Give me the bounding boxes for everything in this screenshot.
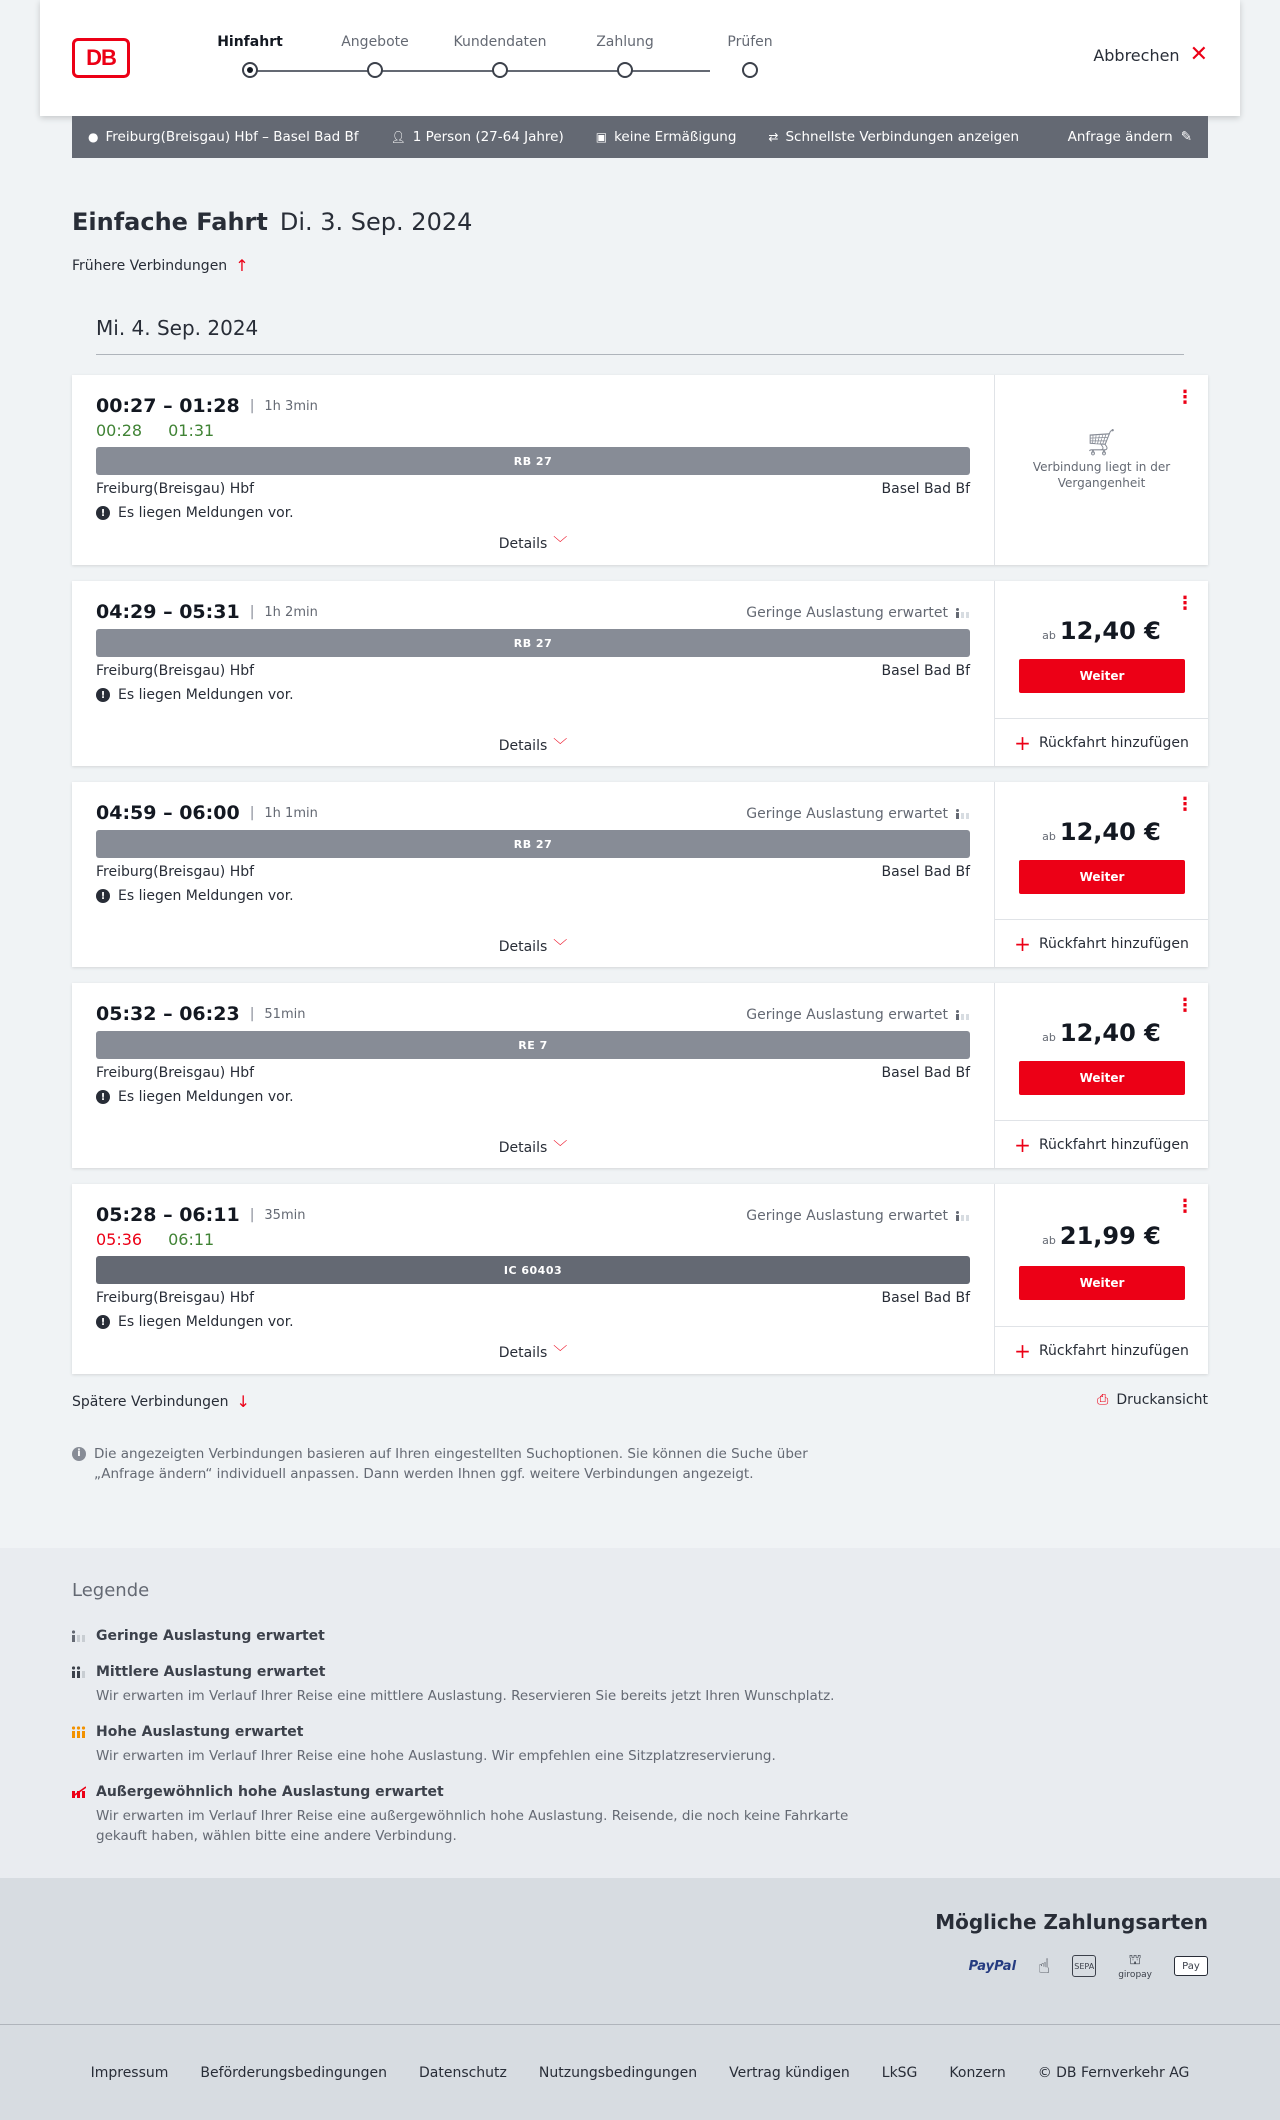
connection-info [72,782,994,967]
occupancy-low-icon [72,1630,86,1642]
print-view-link[interactable] [1097,1392,1208,1408]
route-text: Freiburg(Breisgau) Hbf – Basel Bad Bf [105,129,359,145]
step-label: Prüfen [727,34,773,50]
connection-info [72,1184,994,1374]
continue-button[interactable]: Weiter [1019,659,1185,693]
connection-card [72,983,1208,1168]
chevron-down-icon: ﹀ [553,536,568,552]
train-bar: RB 27 [96,447,970,475]
occupancy-low-icon [956,1211,970,1221]
step-hinfahrt[interactable] [180,34,320,58]
earlier-connections-link[interactable] [72,256,249,275]
origin-station: Freiburg(Breisgau) Hbf [96,1065,255,1081]
edit-request-label: Anfrage ändern [1067,129,1173,145]
separator: | [249,1207,255,1223]
occupancy-indicator [746,605,970,621]
occupancy-medium-icon [72,1666,86,1678]
later-label: Spätere Verbindungen [72,1393,229,1410]
connection-card [72,1184,1208,1374]
discount-text: keine Ermäßigung [614,129,737,145]
apple-pay-icon [1174,1956,1208,1976]
legend-item-desc: Wir erwarten im Verlauf Ihrer Reise eine mittlere Auslastung. Reservieren Sie bereits jetzt Ihren Wunschplatz. [96,1688,835,1704]
giropay-icon [1118,1952,1152,1980]
credit-card-hand-icon: ☝︎ [1038,1954,1051,1978]
realtime-arrival: 06:11 [168,1230,215,1249]
origin-station: Freiburg(Breisgau) Hbf [96,864,255,880]
notice-message [96,687,294,703]
connection-offer [994,375,1208,565]
legend-item-title: Außergewöhnlich hohe Auslastung erwartet [96,1784,444,1800]
footer-copyright: © DB Fernverkehr AG [1037,2064,1190,2081]
bahncard-icon: ▣ [595,130,608,144]
realtime-arrival: 01:31 [168,421,215,440]
occupancy-text: Geringe Auslastung erwartet [746,1007,948,1023]
continue-button[interactable]: Weiter [1019,860,1185,894]
booking-stepper [180,34,780,84]
step-dot [742,62,758,78]
footer-links [0,2024,1280,2120]
occupancy-exceptional-icon [72,1786,86,1798]
occupancy-low-icon [956,1010,970,1020]
train-bar: IC 60403 [96,1256,970,1284]
person-icon: 👤︎ [390,130,406,144]
legend-title: Legende [72,1580,150,1601]
more-options-icon[interactable]: ⋮ [1176,593,1194,614]
separator: | [249,1006,255,1022]
destination-station: Basel Bad Bf [881,663,970,679]
legend-item [72,1664,852,1706]
giropay-label: giropay [1118,1970,1152,1980]
price-value: 12,40 € [1059,1019,1161,1047]
occupancy-text: Geringe Auslastung erwartet [746,605,948,621]
plus-icon: + [1014,931,1031,956]
separator: | [249,398,255,414]
details-label: Details [498,536,548,552]
footer-link-konzern[interactable]: Konzern [949,2064,1006,2081]
footer-link-datenschutz[interactable]: Datenschutz [418,2064,507,2081]
swap-arrows-icon: ⇄ [768,130,779,144]
destination-station: Basel Bad Bf [881,1290,970,1306]
connection-card [72,581,1208,766]
add-return-label: Rückfahrt hinzufügen [1038,935,1189,952]
connection-card [72,375,1208,565]
details-toggle[interactable] [72,936,994,956]
stepper-line [250,70,710,72]
legend-item-title: Hohe Auslastung erwartet [96,1724,304,1740]
realtime-times [96,1230,214,1249]
connection-times [96,395,318,417]
legend-item-desc: Wir erwarten im Verlauf Ihrer Reise eine hohe Auslastung. Wir empfehlen eine Sitzplatzreservierung. [96,1748,776,1764]
notice-text: Es liegen Meldungen vor. [118,1089,294,1105]
occupancy-indicator [746,806,970,822]
details-toggle[interactable] [72,533,994,553]
legend-item-title: Mittlere Auslastung erwartet [96,1664,326,1680]
separator: | [249,604,255,620]
destination-station: Basel Bad Bf [881,864,970,880]
time-range: 04:59 – 06:00 [96,802,240,824]
connection-times [96,601,318,623]
sepa-icon: SEPA [1072,1955,1096,1977]
duration: 1h 3min [264,398,318,414]
notice-message [96,1314,294,1330]
continue-button[interactable]: Weiter [1019,1061,1185,1095]
db-logo[interactable]: DB [72,38,130,78]
price-prefix: ab [1042,830,1056,843]
origin-station: Freiburg(Breisgau) Hbf [96,1290,255,1306]
step-dot [242,62,258,78]
connection-info [72,983,994,1168]
connection-card [72,782,1208,967]
plus-icon: + [1014,730,1031,755]
info-icon: i [72,1447,86,1461]
details-toggle[interactable] [72,1342,994,1362]
apple-pay-label: Pay [1182,1960,1200,1972]
add-return-button[interactable] [995,1326,1208,1374]
realtime-departure: 00:28 [96,421,143,440]
chevron-down-icon: ﹀ [553,738,568,754]
occupancy-low-icon [956,608,970,618]
close-icon: ✕ [1189,42,1208,67]
notice-text: Es liegen Meldungen vor. [118,687,294,703]
duration: 1h 1min [264,805,318,821]
fastest-toggle[interactable] [768,129,1019,145]
add-return-label: Rückfahrt hinzufügen [1038,1136,1189,1153]
price-value: 12,40 € [1059,818,1161,846]
discount-summary [596,129,737,145]
price-value: 12,40 € [1059,617,1161,645]
cancel-button[interactable] [1093,44,1208,66]
chevron-down-icon: ﹀ [553,939,568,955]
occupancy-text: Geringe Auslastung erwartet [746,806,948,822]
payment-title: Mögliche Zahlungsarten [935,1910,1208,1934]
trip-type: Einfache Fahrt [72,208,268,236]
legend-item [72,1724,852,1766]
connection-info [72,375,994,565]
add-return-button[interactable] [995,919,1208,967]
alert-icon: ! [96,506,110,520]
price-prefix: ab [1042,629,1056,642]
search-info-note [72,1444,852,1484]
search-summary-bar [72,116,1208,158]
details-toggle[interactable] [72,735,994,755]
page-title [72,208,472,236]
connection-times [96,1204,305,1226]
realtime-departure: 05:36 [96,1230,143,1249]
footer-link-vertrag-kuendigen[interactable]: Vertrag kündigen [729,2064,850,2081]
price [995,1019,1208,1047]
connection-offer [994,1184,1208,1374]
step-dot [492,62,508,78]
step-angebote [305,34,445,58]
price [995,818,1208,846]
occupancy-indicator [746,1007,970,1023]
time-range: 00:27 – 01:28 [96,395,240,417]
alert-icon: ! [96,889,110,903]
price [995,1222,1208,1250]
plus-icon: + [1014,1338,1031,1363]
app-header [40,0,1240,116]
print-label: Druckansicht [1116,1392,1208,1408]
origin-station: Freiburg(Breisgau) Hbf [96,481,255,497]
payment-icons [969,1952,1208,1980]
route-summary [88,129,359,145]
add-return-label: Rückfahrt hinzufügen [1038,1342,1189,1359]
train-bar: RB 27 [96,629,970,657]
legend-section [0,1548,1280,1878]
price-prefix: ab [1042,1031,1056,1044]
earlier-label: Frühere Verbindungen [72,257,228,274]
connection-times [96,1003,305,1025]
connection-times [96,802,318,824]
destination-station: Basel Bad Bf [881,1065,970,1081]
realtime-times [96,421,214,440]
cart-unavailable-icon: 🛒︎ [1084,428,1118,458]
step-label: Kundendaten [453,34,547,50]
price-prefix: ab [1042,1234,1056,1247]
notice-text: Es liegen Meldungen vor. [118,1314,294,1330]
notice-text: Es liegen Meldungen vor. [118,505,294,521]
more-options-icon[interactable]: ⋮ [1176,794,1194,815]
later-connections-link[interactable] [72,1392,250,1411]
add-return-button[interactable] [995,1120,1208,1168]
alert-icon: ! [96,1315,110,1329]
origin-station: Freiburg(Breisgau) Hbf [96,663,255,679]
connection-info [72,581,994,766]
time-range: 05:32 – 06:23 [96,1003,240,1025]
step-label: Zahlung [596,34,654,50]
continue-button[interactable]: Weiter [1019,1266,1185,1300]
legend-item-desc: Wir erwarten im Verlauf Ihrer Reise eine außergewöhnlich hohe Auslastung. Reisende, die noch keine Fahrkarte gekauft haben, wählen bitte eine andere Verbindung. [96,1808,849,1844]
details-label: Details [498,1345,548,1361]
duration: 1h 2min [264,604,318,620]
location-pin-icon: ● [88,130,99,144]
step-label: Angebote [341,34,409,50]
pencil-icon: ✎ [1180,129,1192,145]
past-text: Verbindung liegt in der Vergangenheit [1032,460,1171,490]
connection-offer [994,581,1208,766]
details-label: Details [498,738,548,754]
chevron-down-icon: ﹀ [553,1140,568,1156]
chevron-down-icon: ﹀ [553,1345,568,1361]
payment-methods-section [0,1878,1280,2024]
date-header: Mi. 4. Sep. 2024 [96,316,1184,355]
add-return-label: Rückfahrt hinzufügen [1038,734,1189,751]
train-bar: RB 27 [96,830,970,858]
occupancy-indicator [746,1208,970,1224]
duration: 51min [264,1006,306,1022]
giropay-symbol: ⛫ [1128,1952,1142,1968]
arrow-up-icon: ↑ [235,256,249,275]
step-dot [617,62,633,78]
printer-icon: ⎙ [1097,1392,1109,1408]
price [995,617,1208,645]
step-pruefen [680,34,820,58]
occupancy-high-icon [72,1726,86,1738]
add-return-button[interactable] [995,718,1208,766]
separator: | [249,805,255,821]
legend-item [72,1628,852,1644]
trip-date: Di. 3. Sep. 2024 [279,208,473,236]
notice-message [96,888,294,904]
step-zahlung [555,34,695,58]
paypal-icon: PayPal [968,1958,1017,1974]
notice-message [96,505,294,521]
step-label: Hinfahrt [217,34,283,50]
notice-message [96,1089,294,1105]
legend-item-title: Geringe Auslastung erwartet [96,1628,325,1644]
cancel-label: Abbrechen [1093,45,1180,65]
plus-icon: + [1014,1132,1031,1157]
details-label: Details [498,1140,548,1156]
notice-text: Es liegen Meldungen vor. [118,888,294,904]
price-value: 21,99 € [1059,1222,1161,1250]
arrow-down-icon: ↓ [236,1392,250,1411]
connection-offer [994,983,1208,1168]
destination-station: Basel Bad Bf [881,481,970,497]
time-range: 04:29 – 05:31 [96,601,240,623]
footer-link-lksg[interactable]: LkSG [881,2064,918,2081]
more-options-icon[interactable]: ⋮ [1176,995,1194,1016]
duration: 35min [264,1207,306,1223]
info-text: Die angezeigten Verbindungen basieren auf Ihren eingestellten Suchoptionen. Sie können die Suche über „Anfrage ändern“ individuell anpassen. Dann werden Ihnen ggf. weitere Verbindungen angezeigt. [94,1446,808,1482]
past-connection-notice [995,428,1208,491]
occupancy-text: Geringe Auslastung erwartet [746,1208,948,1224]
alert-icon: ! [96,688,110,702]
footer-link-impressum[interactable]: Impressum [90,2064,169,2081]
passenger-summary [391,129,564,145]
train-bar: RE 7 [96,1031,970,1059]
passenger-text: 1 Person (27-64 Jahre) [412,129,564,145]
more-options-icon[interactable]: ⋮ [1176,1196,1194,1217]
time-range: 05:28 – 06:11 [96,1204,240,1226]
step-kundendaten [430,34,570,58]
step-dot [367,62,383,78]
alert-icon: ! [96,1090,110,1104]
footer-link-nutzungsbedingungen[interactable]: Nutzungsbedingungen [538,2064,698,2081]
legend-item [72,1784,852,1846]
connection-offer [994,782,1208,967]
details-label: Details [498,939,548,955]
occupancy-low-icon [956,809,970,819]
details-toggle[interactable] [72,1137,994,1157]
edit-request-button[interactable] [1068,129,1192,145]
more-options-icon[interactable]: ⋮ [1176,387,1194,408]
fastest-text: Schnellste Verbindungen anzeigen [785,129,1020,145]
footer-link-befoerderungsbedingungen[interactable]: Beförderungsbedingungen [200,2064,387,2081]
